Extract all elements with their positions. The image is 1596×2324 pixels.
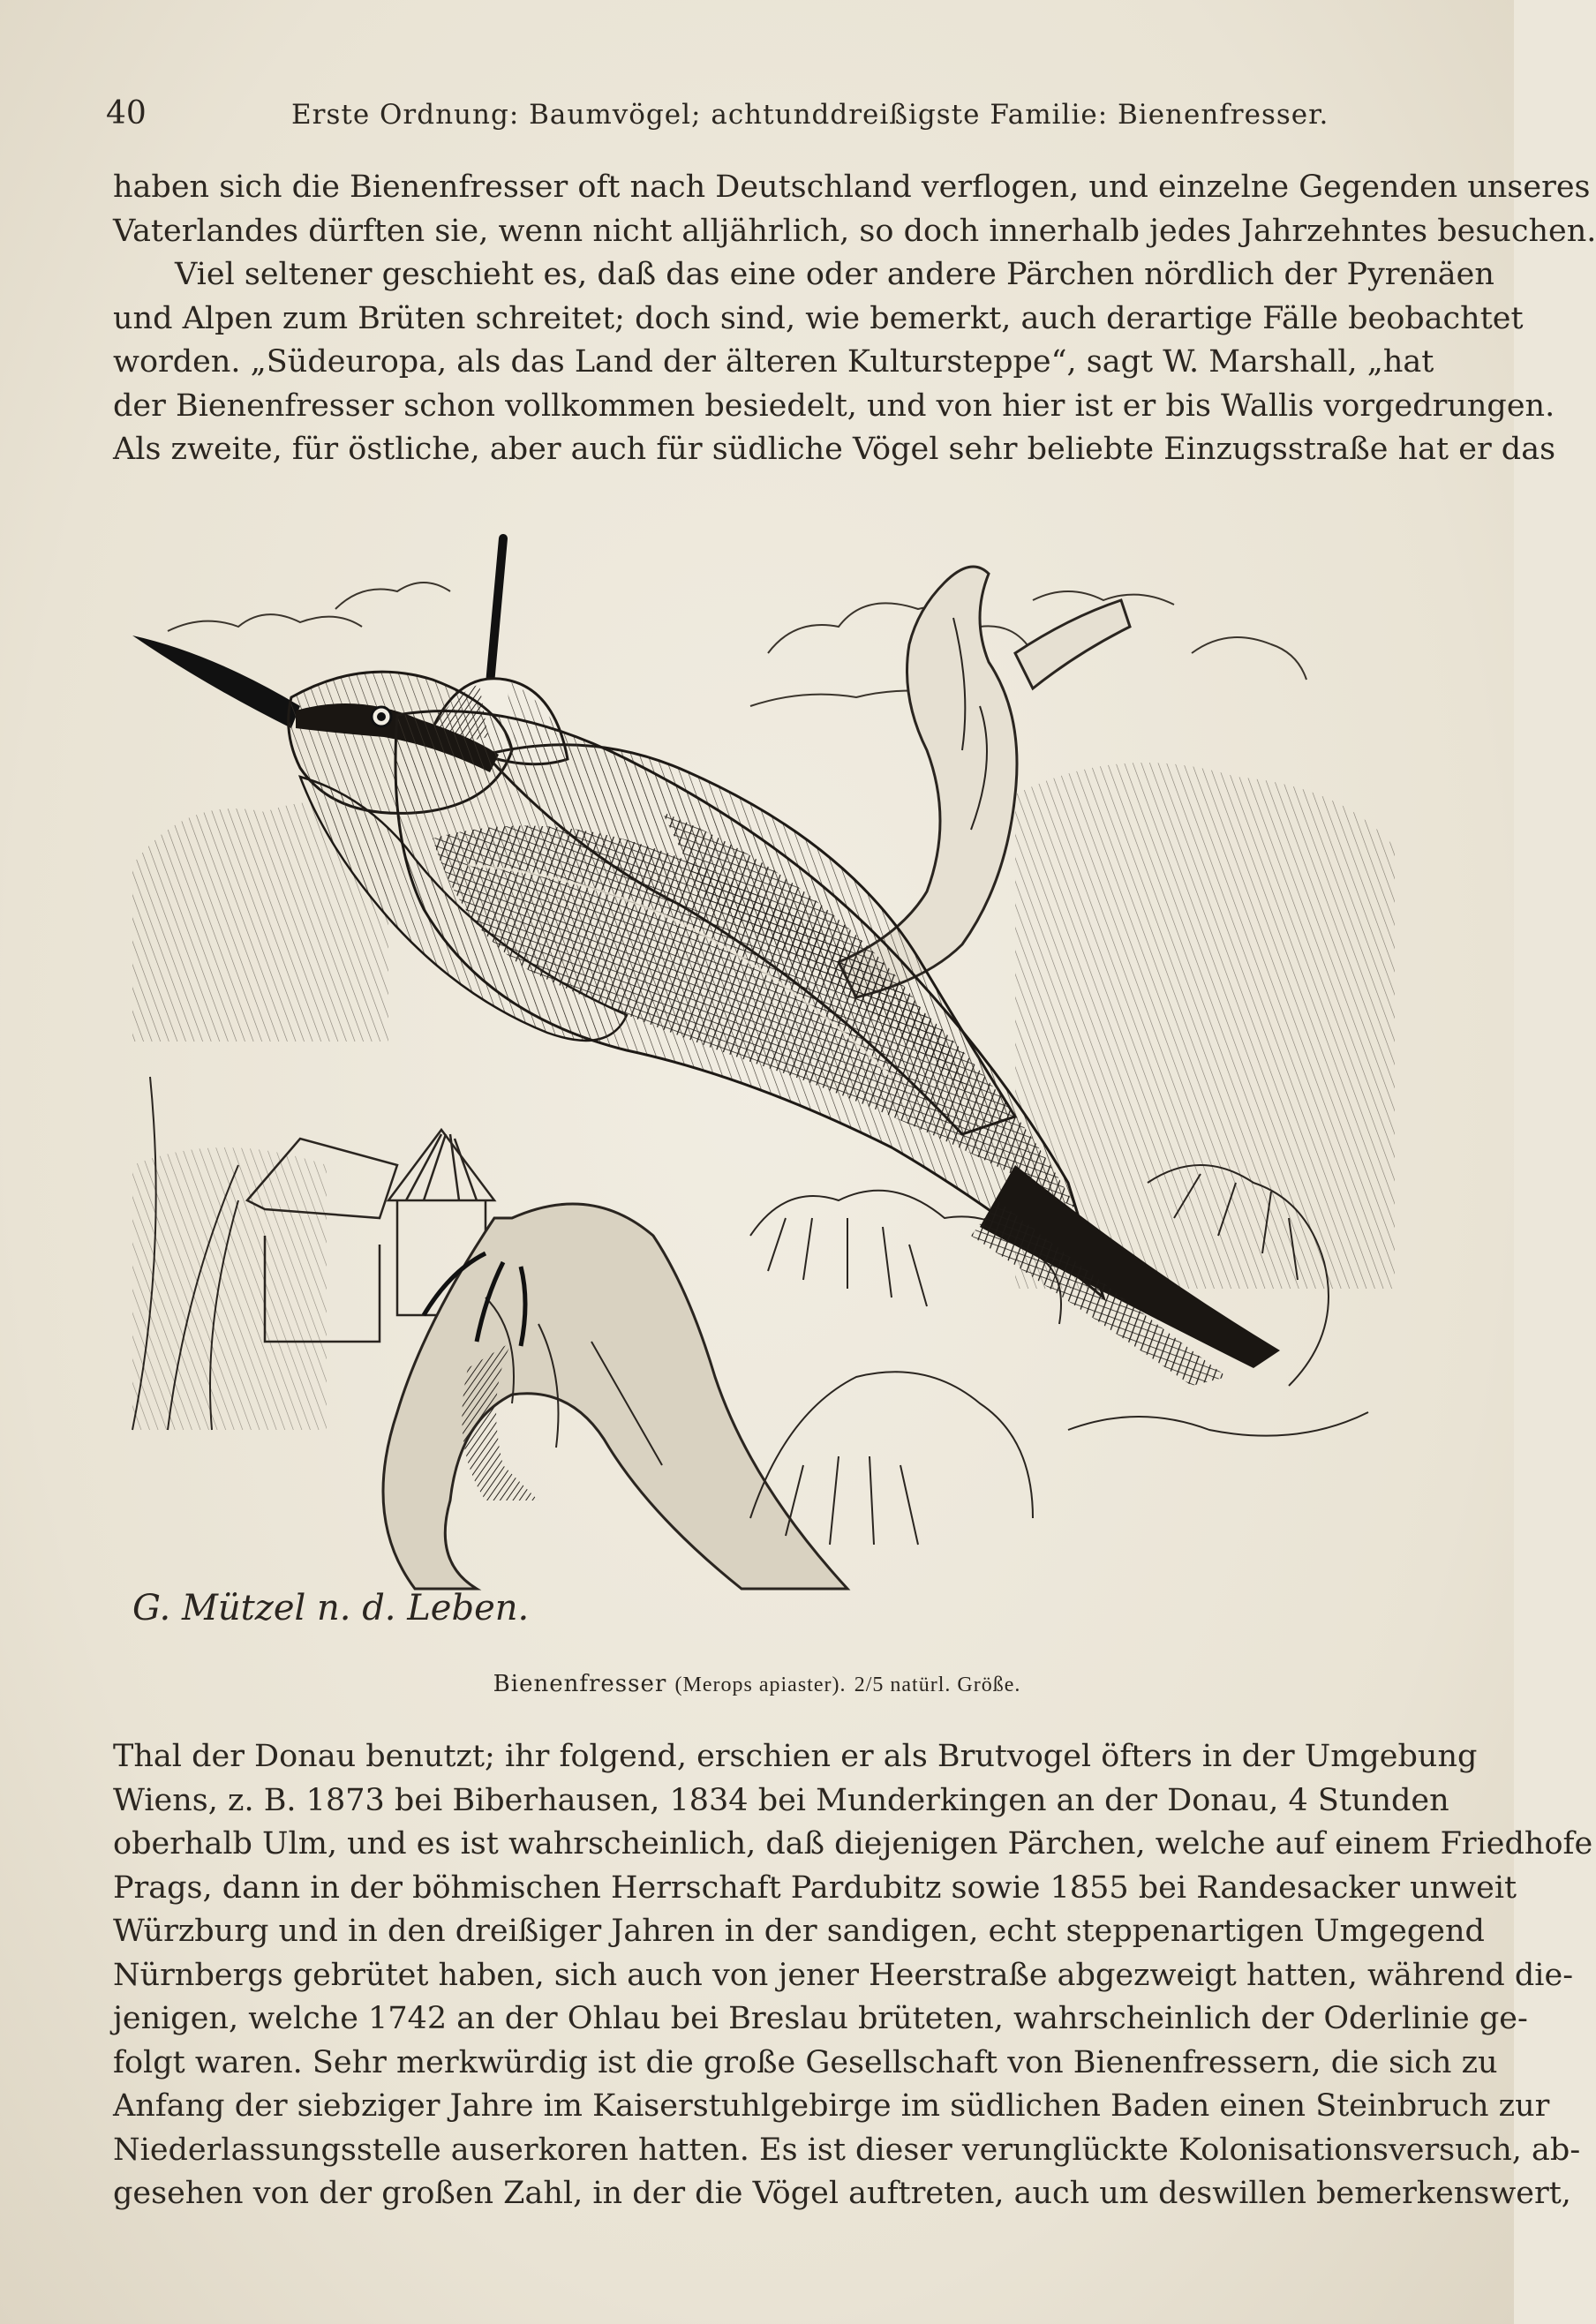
- text-line: gesehen von der großen Zahl, in der die Vögel auftreten, auch um deswillen bemerkenswert,: [113, 2176, 1571, 2211]
- text-line: worden. „Südeuropa, als das Land der älteren Kultursteppe“, sagt W. Marshall, „hat: [113, 344, 1434, 380]
- text-line: Vaterlandes dürften sie, wenn nicht alljährlich, so doch innerhalb jedes Jahrzehntes besuchen.: [113, 213, 1596, 249]
- text-line: Prags, dann in der böhmischen Herrschaft Pardubitz sowie 1855 bei Randesacker unweit: [113, 1869, 1517, 1906]
- artist-signature: G. Mützel n. d. Leben.: [132, 1588, 530, 1628]
- running-head: [106, 95, 1430, 139]
- lower-paragraph: [113, 1735, 1593, 2216]
- upper-paragraph: [113, 166, 1596, 472]
- text-line: Wiens, z. B. 1873 bei Biberhausen, 1834 bei Munderkingen an der Donau, 4 Stunden: [113, 1782, 1449, 1818]
- text-line: jenigen, welche 1742 an der Ohlau bei Breslau brüteten, wahrscheinlich der Oderlinie ge-: [113, 2001, 1528, 2036]
- page-number: 40: [106, 95, 147, 132]
- text-line: Viel seltener geschieht es, daß das eine oder andere Pärchen nördlich der Pyrenäen: [175, 257, 1494, 292]
- text-line: Würzburg und in den dreißiger Jahren in der sandigen, echt steppenartigen Umgegend: [113, 1914, 1485, 1949]
- figure-caption: [0, 1671, 1514, 1697]
- text-line: folgt waren. Sehr merkwürdig ist die große Gesellschaft von Bienenfressern, die sich zu: [113, 2044, 1498, 2080]
- text-line: Anfang der siebziger Jahre im Kaiserstuhlgebirge im südlichen Baden einen Steinbruch zur: [113, 2088, 1550, 2124]
- text-line: der Bienenfresser schon vollkommen besiedelt, und von hier ist er bis Wallis vorgedrungen.: [113, 387, 1555, 424]
- running-head-title: Erste Ordnung: Baumvögel; achtunddreißigste Familie: Bienenfresser.: [291, 99, 1329, 131]
- caption-latin: (Merops apiaster).: [674, 1673, 847, 1696]
- text-line: Thal der Donau benutzt; ihr folgend, erschien er als Brutvogel öfters in der Umgebung: [113, 1739, 1478, 1774]
- perch-branch: [383, 1204, 847, 1589]
- caption-german: Bienenfresser: [493, 1671, 667, 1697]
- text-line: und Alpen zum Brüten schreitet; doch sind, wie bemerkt, auch derartige Fälle beobachtet: [113, 300, 1524, 336]
- text-line: Als zweite, für östliche, aber auch für südliche Vögel sehr beliebte Einzugsstraße hat er das: [113, 432, 1556, 467]
- text-line: Nürnbergs gebrütet haben, sich auch von jener Heerstraße abgezweigt hatten, während die-: [113, 1957, 1574, 1993]
- bee-eater-illustration: [132, 547, 1404, 1642]
- caption-scale: 2/5 natürl. Größe.: [854, 1673, 1021, 1696]
- text-line: haben sich die Bienenfresser oft nach Deutschland verflogen, und einzelne Gegenden unseres: [113, 169, 1591, 205]
- text-line: Niederlassungsstelle auserkoren hatten. Es ist dieser verunglückte Kolonisationsversuch, ab-: [113, 2132, 1581, 2168]
- text-line: oberhalb Ulm, und es ist wahrscheinlich, daß diejenigen Pärchen, welche auf einem Friedhofe: [113, 1826, 1593, 1861]
